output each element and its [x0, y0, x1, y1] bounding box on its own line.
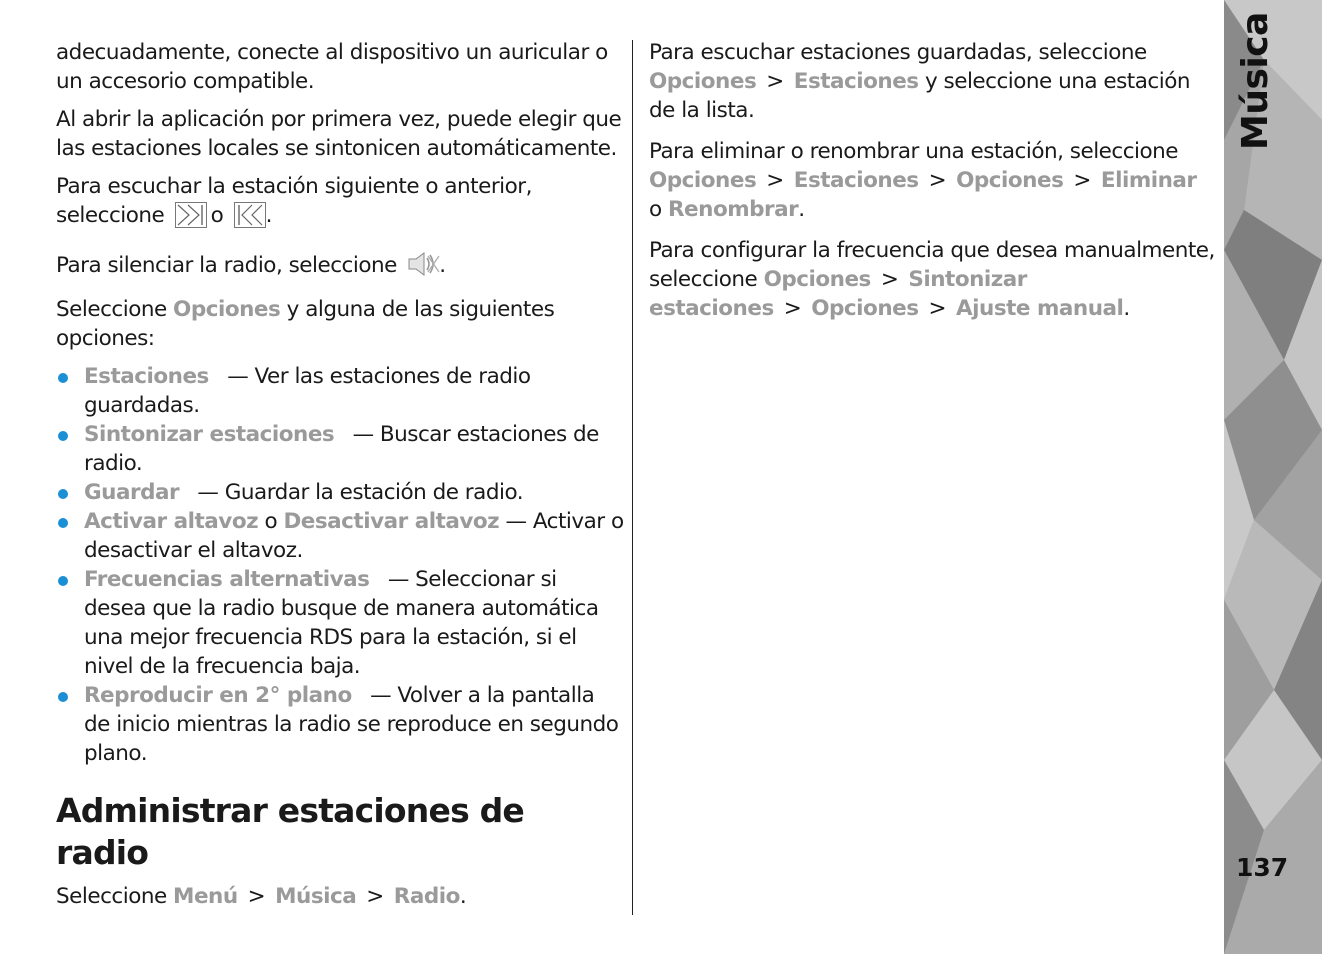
left-column [56, 38, 624, 920]
speaker-mute-icon [407, 250, 441, 286]
path-separator: > [247, 884, 266, 909]
menu-term: Opciones [649, 168, 757, 193]
text: . [265, 203, 272, 228]
text: . [798, 197, 805, 222]
text: — Activar o desactivar el altavoz. [84, 509, 624, 563]
text: — Guardar la estación de radio. [197, 480, 524, 505]
menu-term: Estaciones [84, 364, 209, 389]
skip-back-icon [234, 202, 266, 236]
list-item [56, 681, 624, 768]
text: . [459, 884, 467, 909]
menu-term: Estaciones [793, 69, 919, 94]
text: . [1123, 296, 1130, 321]
paragraph-next-prev [56, 172, 624, 236]
column-divider [632, 40, 633, 915]
text: o [264, 509, 278, 534]
text: — Volver a la pantalla de inicio mientras la radio se reproduce en segundo plano. [84, 683, 619, 766]
path-separator: > [366, 884, 384, 909]
paragraph-manual-frequency [649, 236, 1215, 323]
page-number: 137 [1236, 853, 1289, 882]
list-item [56, 507, 624, 565]
menu-term: Reproducir en 2° plano [84, 683, 352, 708]
options-list [56, 362, 624, 768]
path-separator: > [766, 168, 784, 193]
list-item [56, 478, 624, 507]
section-heading: Administrar estaciones de radio [56, 791, 525, 872]
paragraph-intro [56, 38, 624, 96]
text: Para configurar la frecuencia que desea manualmente, seleccione [649, 238, 1215, 292]
menu-term: Eliminar [1100, 168, 1197, 193]
text: — Ver las estaciones de radio guardadas. [84, 364, 531, 418]
text: Para eliminar o renombrar una estación, seleccione [649, 139, 1179, 164]
paragraph-listen-saved [649, 38, 1215, 125]
list-item [56, 565, 624, 681]
text: Para escuchar estaciones guardadas, seleccione [649, 40, 1147, 65]
menu-term: Radio [393, 884, 460, 909]
text: y alguna de las siguientes opciones: [56, 297, 555, 351]
path-separator: > [783, 296, 802, 321]
menu-term: Opciones [649, 69, 757, 94]
menu-term: Opciones [811, 296, 919, 321]
menu-term: Opciones [763, 267, 871, 292]
paragraph-mute [56, 250, 624, 286]
text: o [649, 197, 662, 222]
menu-term: Sintonizar estaciones [84, 422, 335, 447]
menu-term: Música [275, 884, 357, 909]
paragraph-nav-path [56, 882, 624, 911]
paragraph-delete-rename [649, 137, 1215, 224]
text: Seleccione [56, 884, 167, 909]
text: y seleccione una estación de la lista. [649, 69, 1190, 123]
right-column [649, 38, 1215, 332]
menu-term: Frecuencias alternativas [84, 567, 370, 592]
menu-term: Renombrar [668, 197, 799, 222]
menu-term: Estaciones [793, 168, 919, 193]
menu-term-options: Opciones [173, 297, 281, 322]
menu-term: Desactivar altavoz [283, 509, 500, 534]
path-separator: > [880, 267, 899, 292]
path-separator: > [766, 69, 784, 94]
paragraph-options-intro [56, 295, 624, 353]
text: adecuadamente, conecte al dispositivo un auricular o un accesorio compatible. [56, 40, 608, 94]
menu-term: Opciones [956, 168, 1064, 193]
path-separator: > [1073, 168, 1091, 193]
path-separator: > [928, 296, 947, 321]
text: — Buscar estaciones de radio. [84, 422, 599, 476]
text: Para silenciar la radio, seleccione [56, 253, 397, 278]
menu-term: Activar altavoz [84, 509, 259, 534]
menu-term: Menú [173, 884, 238, 909]
text: Para escuchar la estación siguiente o anterior, seleccione [56, 174, 532, 228]
text: — Seleccionar si desea que la radio busque de manera automática una mejor frecuencia RDS para la estación, si el nivel de la frecuencia baja. [84, 567, 599, 679]
menu-term: Ajuste manual [956, 296, 1124, 321]
text: . [439, 253, 446, 278]
text: o [210, 203, 224, 228]
path-separator: > [928, 168, 947, 193]
menu-term: Guardar [84, 480, 180, 505]
text: Seleccione [56, 297, 167, 322]
paragraph-first-open [56, 105, 624, 163]
menu-term: Sintonizar estaciones [649, 267, 1027, 321]
list-item [56, 420, 624, 478]
chapter-title: Música [1235, 12, 1276, 150]
list-item [56, 362, 624, 420]
text: Al abrir la aplicación por primera vez, puede elegir que las estaciones locales se sintonicen automáticamente. [56, 107, 622, 161]
skip-forward-icon [175, 202, 207, 236]
